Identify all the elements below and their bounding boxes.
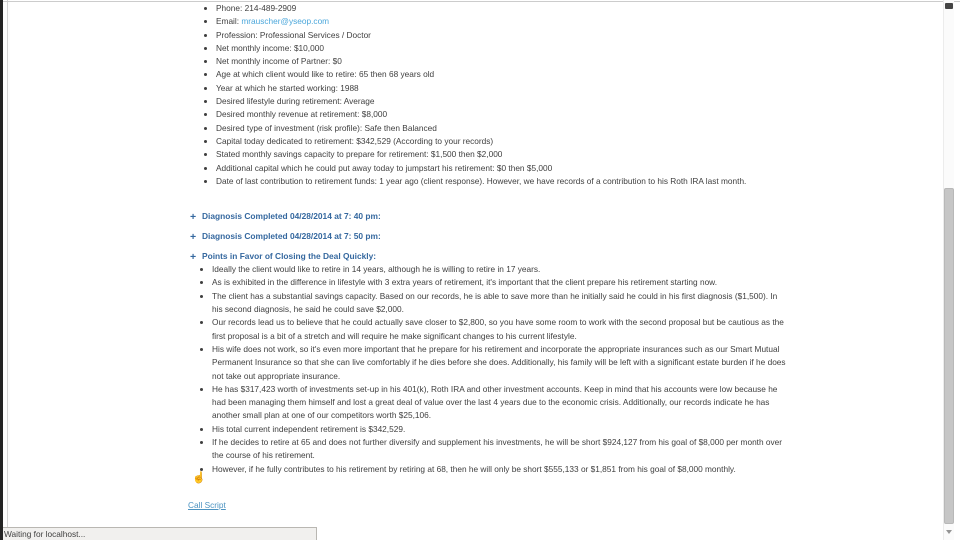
- detail-value: $8,000: [361, 109, 388, 120]
- vertical-scrollbar[interactable]: [943, 0, 954, 540]
- client-detail-item: [216, 68, 916, 81]
- section-title: Points in Favor of Closing the Deal Quickly:: [202, 251, 377, 262]
- client-detail-item: [216, 135, 916, 148]
- detail-value: Average: [343, 96, 375, 107]
- point-item: • Ideally the client would like to retire in 14 years, although he is willing to retire in 17 years.: [212, 263, 788, 276]
- detail-label: Desired monthly revenue at retirement:: [216, 109, 362, 120]
- detail-label: Date of last contribution to retirement funds:: [216, 175, 380, 186]
- client-detail-item: [216, 2, 916, 15]
- closing-points-list: [188, 263, 788, 476]
- point-item: • He has $317,423 worth of investments set-up in his 401(k), Roth IRA and other investment accounts. Keep in mind that his accounts were low because he had been managing them himself and lost a great deal of value over the last 4 years due to the economic crisis. Additionally, our records indicate he has another small plan at one of our competitors worth $25,106.: [212, 383, 788, 423]
- status-bar: [0, 527, 317, 540]
- detail-label: Phone:: [216, 3, 245, 13]
- detail-value: $1,500 then $2,000: [430, 149, 503, 160]
- client-detail-item: [216, 148, 916, 161]
- expand-plus-icon: +: [190, 211, 197, 224]
- detail-label: Net monthly income of Partner:: [216, 56, 333, 67]
- client-detail-item: [216, 55, 916, 68]
- diagnosis-sections: [190, 206, 948, 266]
- detail-value: $10,000: [293, 42, 324, 53]
- window-left-edge: [0, 0, 3, 540]
- detail-value: Safe then Balanced: [364, 122, 437, 133]
- detail-value: 214-489-2909: [244, 3, 297, 13]
- expand-plus-icon: +: [190, 231, 197, 244]
- status-bar-text: Waiting for localhost...: [4, 529, 86, 539]
- detail-label: Desired lifestyle during retirement:: [216, 96, 344, 107]
- detail-label: Profession:: [216, 29, 260, 40]
- expand-plus-icon: +: [190, 251, 197, 264]
- client-detail-item: [216, 108, 916, 121]
- detail-label: Desired type of investment (risk profile):: [216, 122, 365, 133]
- detail-label: Capital today dedicated to retirement:: [216, 135, 357, 146]
- section-header[interactable]: [190, 226, 948, 246]
- detail-label: Email:: [216, 16, 242, 27]
- detail-value: $342,529 (According to your records): [356, 135, 494, 146]
- detail-value: 1 year ago (client response). However, we have records of a contribution to his Roth IRA last month.: [379, 175, 747, 186]
- email-link[interactable]: mrauscher@yseop.com: [241, 16, 330, 27]
- detail-value: $0 then $5,000: [496, 162, 553, 173]
- section-title: Diagnosis Completed 04/28/2014 at 7: 50 pm:: [202, 231, 381, 242]
- call-script-link[interactable]: Call Script: [188, 500, 226, 510]
- point-item: • The client has a substantial savings capacity. Based on our records, he is able to save more than he initially said he could in his first diagnosis ($1,500). In his second diagnosis, he said he could save $2,000.: [212, 290, 788, 317]
- client-detail-item: [216, 95, 916, 108]
- detail-value: Professional Services / Doctor: [259, 29, 371, 40]
- client-detail-item: [216, 42, 916, 55]
- detail-value: 65 then 68 years old: [358, 69, 435, 80]
- client-detail-item: [216, 122, 916, 135]
- point-item: • Our records lead us to believe that he could actually save closer to $2,800, so you have some room to work with the second proposal but be cautious as the first proposal is a bit of a stretch and will require he make significant changes to his current lifestyle.: [212, 316, 788, 343]
- client-detail-item: [216, 175, 916, 188]
- client-detail-item: [216, 82, 916, 95]
- detail-label: Net monthly income:: [216, 42, 294, 53]
- detail-label: Year at which he started working:: [216, 82, 341, 93]
- client-details-list: [188, 2, 916, 188]
- detail-label: Age at which client would like to retire:: [216, 69, 359, 80]
- client-detail-item: [216, 29, 916, 42]
- scrollbar-thumb[interactable]: [944, 188, 954, 524]
- point-item: • As is exhibited in the difference in lifestyle with 3 extra years of retirement, it's important that the client prepare his retirement starting now.: [212, 276, 788, 289]
- section-header[interactable]: [190, 206, 948, 226]
- scroll-down-arrow-icon[interactable]: [946, 530, 952, 534]
- section-title: Diagnosis Completed 04/28/2014 at 7: 40 pm:: [202, 211, 381, 222]
- scroll-up-button-icon[interactable]: [945, 3, 953, 9]
- client-detail-item: [216, 15, 916, 28]
- page-top-border: [0, 1, 960, 2]
- client-detail-item: [216, 162, 916, 175]
- detail-label: Stated monthly savings capacity to prepare for retirement:: [216, 149, 431, 160]
- report-content: [188, 2, 948, 476]
- point-item: • If he decides to retire at 65 and does not further diversify and supplement his investments, he will be short $924,127 from his goal of $8,000 per month over the course of his retirement.: [212, 436, 788, 463]
- point-item: • His wife does not work, so it's even more important that he prepare for his retirement and incorporate the appropriate insurances such as our Smart Mutual Permanent Insurance so that she can live comfortably if he dies before she does. Additionally, his family will be left with a significant estate burden if he does not take out appropriate insurance.: [212, 343, 788, 383]
- detail-value: 1988: [340, 82, 359, 93]
- point-item: • However, if he fully contributes to his retirement by retiring at 68, then he will only be short $555,133 or $1,851 from his goal of $8,000 monthly.: [212, 463, 788, 476]
- page-left-border: [7, 0, 8, 540]
- point-item: • His total current independent retirement is $342,529.: [212, 423, 788, 436]
- mouse-cursor-hand-icon: ☝: [192, 472, 206, 484]
- detail-label: Additional capital which he could put away today to jumpstart his retirement:: [216, 162, 497, 173]
- detail-value: $0: [332, 56, 342, 67]
